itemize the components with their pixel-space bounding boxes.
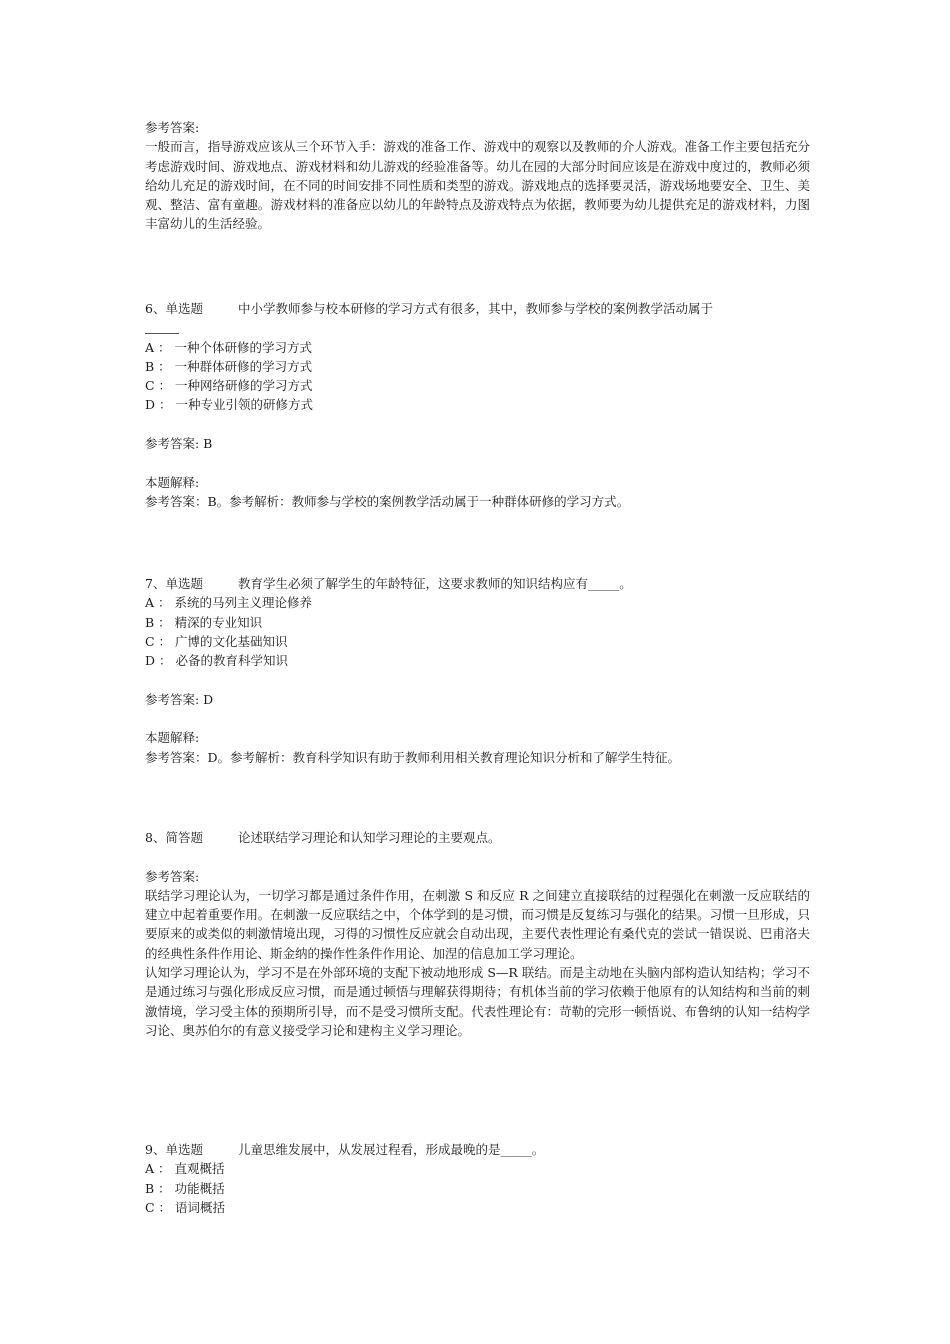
option-b: B ： 精深的专业知识 — [145, 614, 263, 630]
question-8 — [145, 828, 810, 1040]
question-7 — [145, 574, 810, 767]
question-header — [145, 1140, 810, 1159]
intro-answer-section — [145, 118, 810, 234]
question-stem: 教育学生必须了解学生的年龄特征，这要求教师的知识结构应有_____。 — [238, 576, 632, 591]
explanation-label: 本题解释: — [145, 474, 200, 490]
option-b: B ： 功能概括 — [145, 1180, 225, 1196]
answer-label: 参考答案: — [145, 868, 200, 884]
answer-paragraph-connectionism: 联结学习理论认为，一切学习都是通过条件作用，在刺激 S 和反应 R 之间建立直接联结的过程强化在刺激一反应联结的建立中起着重要作用。在刺激一反应联结之中，个体学到的是习惯，而习惯是反复练习与强化的结果。习惯一旦形成，只要原来的或类似的刺激情境出现，习得的习惯性反应就会自动出现，主要代表性理论有桑代克的尝试一错误说、巴甫洛夫的经典性条件作用论、斯金纳的操作性条件作用论、加涅的信息加工学习理论。 — [145, 887, 810, 961]
option-a: A ： 系统的马列主义理论修养 — [145, 595, 312, 611]
question-stem: 论述联结学习理论和认知学习理论的主要观点。 — [238, 830, 501, 845]
answer-label: 参考答案: — [145, 120, 200, 135]
question-number: 8、简答题 — [145, 830, 203, 845]
question-6 — [145, 299, 810, 511]
option-b: B ： 一种群体研修的学习方式 — [145, 358, 313, 374]
answer-blank — [145, 314, 179, 333]
question-number: 7、单选题 — [145, 576, 203, 591]
option-c: C ： 一种网络研修的学习方式 — [145, 378, 313, 394]
explanation-label: 本题解释: — [145, 730, 200, 746]
option-a: A ： 直观概括 — [145, 1161, 225, 1177]
question-number: 6、单选题 — [145, 301, 203, 316]
answer-text: 一般而言，指导游戏应该从三个环节入手：游戏的准备工作、游戏中的观察以及教师的介人游戏。准备工作主要包括充分考虑游戏时间、游戏地点、游戏材料和幼儿游戏的经验准备等。幼儿在园的大部分时间应该是在游戏中度过的，教师必须给幼儿充足的游戏时间，在不同的时间安排不同性质和类型的游戏。游戏地点的选择要灵活，游戏场地要安全、卫生、美观、整洁、富有童趣。游戏材料的准备应以幼儿的年龄特点及游戏特点为依据，教师要为幼儿提供充足的游戏材料，力图丰富幼儿的生活经验。 — [145, 139, 810, 232]
explanation-text: 参考答案：B。参考解析：教师参与学校的案例教学活动属于一种群体研修的学习方式。 — [145, 493, 630, 509]
explanation-text: 参考答案：D。参考解析：教育科学知识有助于教师利用相关教育理论知识分析和了解学生特征。 — [145, 749, 681, 765]
option-d: D ： 必备的教育科学知识 — [145, 653, 288, 669]
question-9 — [145, 1140, 810, 1217]
answer-paragraph-cognitivism: 认知学习理论认为，学习不是在外部环境的支配下被动地形成 S—R 联结。而是主动地在头脑内部构造认知结构；学习不是通过练习与强化形成反应习惯，而是通过顿悟与理解获得期待；有机体当前的学习依赖于他原有的认知结构和当前的刺激情境，学习受主体的预期所引导，而不是受习惯所支配。代表性理论有：苛勒的完形一顿悟说、布鲁纳的认知一结构学习论、奥苏伯尔的有意义接受学习论和建构主义学习理论。 — [145, 965, 810, 1038]
option-c: C ： 语词概括 — [145, 1199, 226, 1215]
question-stem: 中小学教师参与校本研修的学习方式有很多，其中，教师参与学校的案例教学活动属于 — [238, 301, 714, 316]
question-header — [145, 574, 810, 593]
answer-key: 参考答案: B — [145, 436, 213, 452]
question-stem: 儿童思维发展中，从发展过程看，形成最晚的是_____。 — [238, 1142, 545, 1157]
option-a: A ： 一种个体研修的学习方式 — [145, 339, 312, 355]
question-number: 9、单选题 — [145, 1142, 203, 1157]
answer-key: 参考答案: D — [145, 691, 214, 707]
option-d: D ： 一种专业引领的研修方式 — [145, 397, 313, 413]
question-header — [145, 828, 810, 847]
option-c: C ： 广博的文化基础知识 — [145, 633, 288, 649]
question-header — [145, 299, 810, 318]
